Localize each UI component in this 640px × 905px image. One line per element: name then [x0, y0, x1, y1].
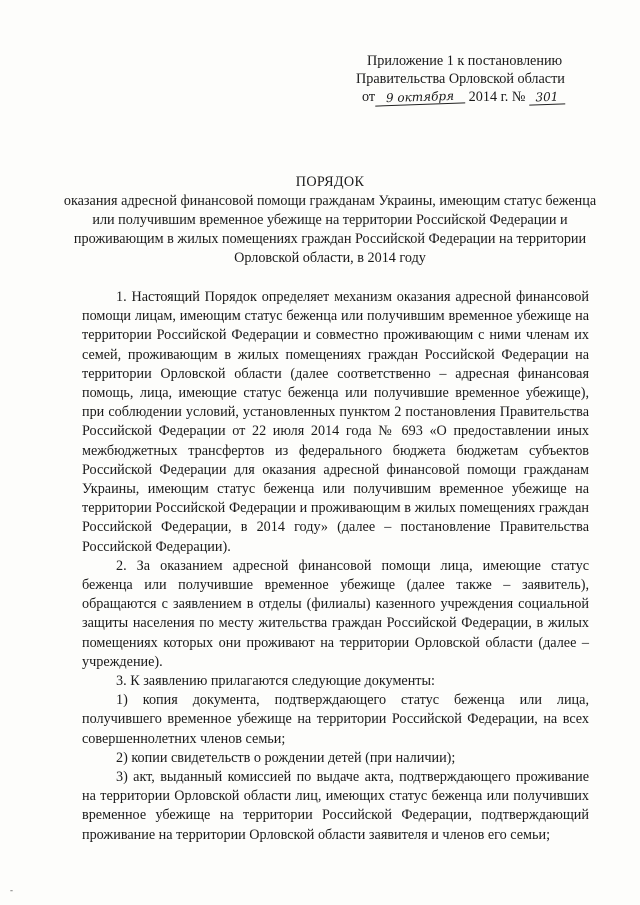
document-title: ПОРЯДОК: [295, 174, 365, 190]
annex-line-3: [345, 88, 590, 106]
paragraph-2: 2. За оказанием адресной финансовой помощи лица, имеющие статус беженца или получившие временное убежище (далее также – заявитель), обращаются с заявлением в отделы (филиалы) казенного учреждения социальной защиты населения по месту жительства граждан Российской Федерации, в жилых помещениях которых они проживают на территории Орловской области (далее – учреждение).: [82, 557, 589, 670]
list-item-1: 1) копия документа, подтверждающего статус беженца или лица, получившего временное убежище на территории Российской Федерации, на всех совершеннолетних членов семьи;: [82, 692, 589, 747]
paragraph-1: 1. Настоящий Порядок определяет механизм оказания адресной финансовой помощи лицам, имеющим статус беженца или получившим временное убежище на территории Российской Федерации и совместно проживающим с ними членам их семей, проживающим в жилых помещениях граждан Российской Федерации на территории Орловской области (далее соответственно – адресная финансовая помощь, лица, имеющие статус беженца или получившие временное убежище), при соблюдении условий, установленных пунктом 2 постановления Правительства Российской Федерации от 22 июля 2014 года № 693 «О предоставлении иных межбюджетных трансфертов из федерального бюджета бюджетам субъектов Российской Федерации для оказания адресной финансовой помощи гражданам Украины, имеющим статус беженца или получившим временное убежище на территории Российской Федерации и проживающим в жилых помещениях граждан Российской Федерации, в 2014 году» (далее – постановление Правительства Российской Федерации).: [82, 289, 589, 555]
handwritten-number: 301: [529, 89, 566, 105]
paragraph-3: 3. К заявлению прилагаются следующие документы:: [116, 673, 435, 690]
annex-year: 2014 г. №: [468, 89, 526, 105]
handwritten-date: 9 октября: [375, 88, 465, 106]
annex-block: [345, 52, 590, 106]
scan-mark: -: [10, 885, 13, 895]
annex-line-2: Правительства Орловской области: [356, 71, 565, 87]
document-body: [82, 288, 589, 845]
annex-prefix: от: [362, 89, 376, 105]
annex-line-1: Приложение 1 к постановлению: [367, 53, 563, 69]
document-subtitle: оказания адресной финансовой помощи гражданам Украины, имеющим статус беженца или получившим временное убежище на территории Российской Федерации и проживающим в жилых помещениях граждан Российской Федерации на территории Орловской области, в 2014 году: [63, 193, 597, 266]
list-item-3: 3) акт, выданный комиссией по выдаче акта, подтверждающего проживание на территории Орловской области лиц, имеющих статус беженца или получивших временное убежище на территории Российской Федерации, подтверждающий проживание на территории Орловской области заявителя и членов его семьи;: [82, 769, 589, 843]
list-item-2: 2) копии свидетельств о рождении детей (при наличии);: [116, 749, 456, 766]
